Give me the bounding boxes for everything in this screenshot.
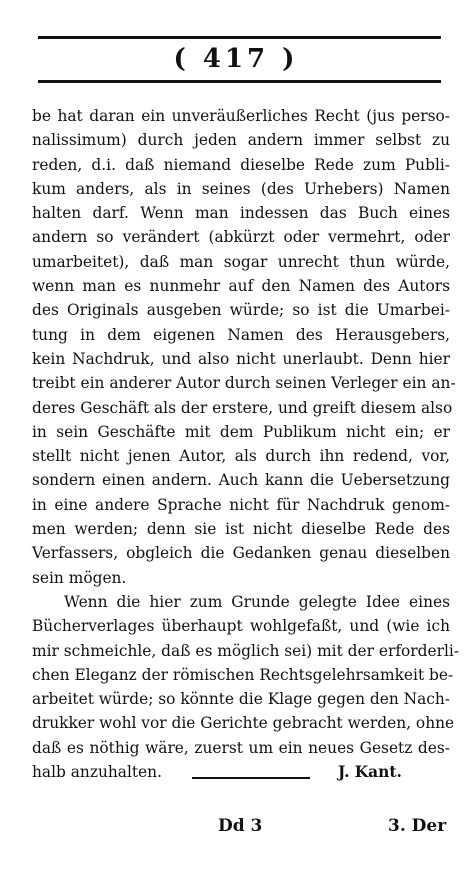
text-line: in sein Geschäfte mit dem Publikum nicht ein; er: [32, 422, 450, 441]
text-line: Verfassers, obgleich die Gedanken genau dieselben: [32, 544, 450, 563]
text-line: daß es nöthig wäre, zuerst um ein neues Gesetz des-: [32, 738, 450, 757]
header-rule-top: [38, 36, 441, 39]
text-line: kein Nachdruk, und also nicht unerlaubt. Denn hier: [32, 349, 450, 368]
text-line: be hat daran ein unveräußerliches Recht (jus perso-: [32, 107, 450, 125]
text-line: umarbeitet), daß man sogar unrecht thun würde,: [32, 252, 450, 271]
text-line: andern so verändert (abkürzt oder vermehrt, oder: [32, 228, 450, 247]
text-line: treibt ein anderer Autor durch seinen Verleger ein an-: [32, 374, 456, 393]
text-line: deres Geschäft als der erstere, und greift diesem also: [32, 398, 453, 417]
closing-line: [32, 760, 450, 784]
text-line: tung in dem eigenen Namen des Herausgebers,: [32, 325, 450, 344]
text-line: drukker wohl vor die Gerichte gebracht werden, ohne: [32, 714, 455, 733]
closing-text: halb anzuhalten.: [32, 763, 162, 782]
text-line: sein mögen.: [32, 568, 127, 587]
text-line: sondern einen andern. Auch kann die Uebersetzung: [32, 471, 450, 490]
text-line: des Originals ausgeben würde; so ist die Umarbei-: [32, 301, 450, 320]
text-line: chen Eleganz der römischen Rechtsgelehrsamkeit be-: [32, 665, 454, 684]
text-line: arbeitet würde; so könnte die Klage gegen den Nach-: [32, 690, 451, 709]
text-line: men werden; denn sie ist nicht dieselbe Rede des: [32, 520, 450, 539]
text-line: halten darf. Wenn man indessen das Buch eines: [32, 204, 450, 223]
signature-rule: [192, 777, 310, 779]
body-text: [32, 104, 460, 784]
text-line: in eine andere Sprache nicht für Nachdruk genom-: [32, 495, 450, 514]
catchword: 3. Der: [388, 816, 447, 836]
text-line: stellt nicht jenen Autor, als durch ihn redend, vor,: [32, 447, 450, 466]
text-line: reden, d.i. daß niemand dieselbe Rede zum Publi-: [32, 155, 450, 174]
text-line: kum anders, als in seines (des Urhebers) Namen: [32, 179, 450, 198]
author-signature: J. Kant.: [338, 763, 402, 782]
text-line: mir schmeichle, daß es möglich sei) mit der erforderli-: [32, 641, 460, 660]
header-rule-bottom: [38, 80, 441, 83]
text-line: Wenn die hier zum Grunde gelegte Idee eines: [64, 592, 450, 611]
text-line: nalissimum) durch jeden andern immer selbst zu: [32, 131, 450, 150]
page-number: ( 417 ): [173, 44, 299, 74]
text-line: Bücherverlages überhaupt wohlgefaßt, und (wie ich: [32, 617, 450, 636]
signature-mark: Dd 3: [218, 816, 263, 836]
text-line: wenn man es nunmehr auf den Namen des Autors: [32, 277, 450, 296]
